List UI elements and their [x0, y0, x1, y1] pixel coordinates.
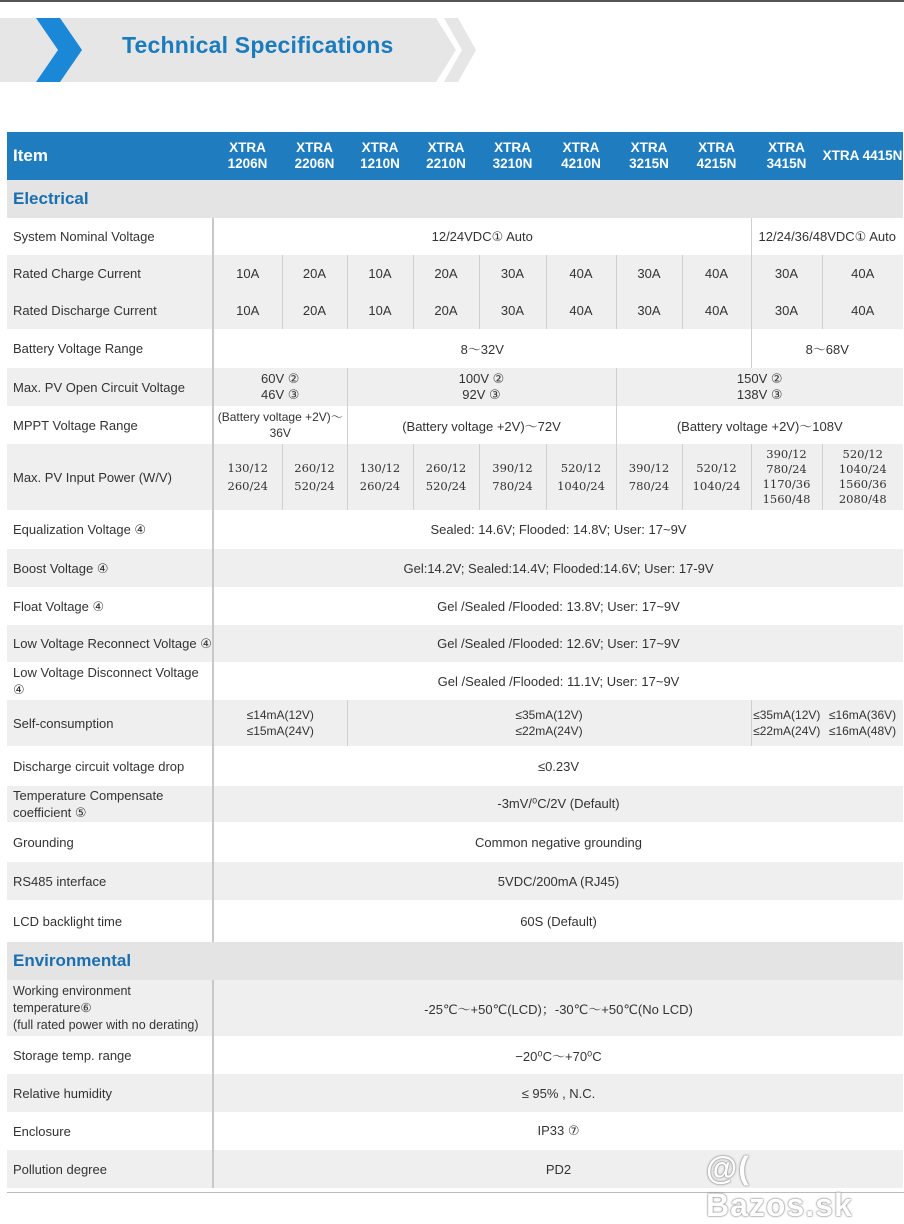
- table-row: [7, 368, 903, 406]
- row-label: Temperature Compensate coefficient ⑤: [7, 786, 213, 822]
- cell-value: ≤16mA(36V) ≤16mA(48V): [822, 700, 903, 746]
- row-label: LCD backlight time: [7, 900, 213, 942]
- table-row: [7, 329, 903, 368]
- cell-value: 8～32V: [213, 329, 751, 368]
- row-label: Relative humidity: [7, 1074, 213, 1112]
- row-label: Low Voltage Disconnect Voltage ④: [7, 662, 213, 700]
- row-label: Pollution degree: [7, 1150, 213, 1188]
- cell-value: 100V ② 92V ③: [347, 368, 616, 406]
- cell-value: Gel:14.2V; Sealed:14.4V; Flooded:14.6V; User: 17-9V: [213, 549, 903, 587]
- table-row: [7, 1036, 903, 1074]
- header-model: XTRA 4215N: [682, 132, 751, 180]
- header-item: Item: [7, 132, 213, 180]
- cell-value: 12/24VDC① Auto: [213, 218, 751, 255]
- header-model: XTRA 3215N: [616, 132, 682, 180]
- cell-value: 30A: [751, 292, 822, 329]
- cell-value: 30A: [616, 292, 682, 329]
- cell-value: 150V ② 138V ③: [616, 368, 903, 406]
- row-label: Max. PV Open Circuit Voltage: [7, 368, 213, 406]
- cell-value: Sealed: 14.6V; Flooded: 14.8V; User: 17~9V: [213, 510, 903, 549]
- header-model: XTRA 3210N: [479, 132, 546, 180]
- section-environmental: Environmental: [7, 942, 903, 980]
- cell-value: 520/12 1040/24 1560/36 2080/48: [822, 444, 903, 510]
- table-row: [7, 662, 903, 700]
- section-row: [7, 180, 903, 218]
- cell-value: 10A: [347, 255, 413, 292]
- row-label: Rated Charge Current: [7, 255, 213, 292]
- row-label: Grounding: [7, 822, 213, 862]
- row-label: Rated Discharge Current: [7, 292, 213, 329]
- cell-value: 40A: [682, 255, 751, 292]
- cell-value: 20A: [413, 255, 479, 292]
- cell-value: IP33 ⑦: [213, 1112, 903, 1150]
- cell-value: 12/24/36/48VDC① Auto: [751, 218, 903, 255]
- table-row: [7, 510, 903, 549]
- cell-value: 520/12 1040/24: [546, 444, 616, 510]
- row-label: Low Voltage Reconnect Voltage ④: [7, 625, 213, 662]
- cell-value: 390/12 780/24: [479, 444, 546, 510]
- table-row: [7, 746, 903, 786]
- row-label: RS485 interface: [7, 862, 213, 900]
- watermark-logo: @( Bazos.sk: [706, 1150, 853, 1223]
- cell-value: 40A: [546, 255, 616, 292]
- cell-value: 10A: [347, 292, 413, 329]
- cell-value: Gel /Sealed /Flooded: 12.6V; User: 17~9V: [213, 625, 903, 662]
- cell-value: ≤35mA(12V) ≤22mA(24V): [751, 700, 822, 746]
- cell-value: PD2: [213, 1150, 903, 1188]
- cell-value: (Battery voltage +2V)～36V: [213, 406, 347, 444]
- table-row: [7, 700, 903, 746]
- table-header-row: [7, 132, 903, 180]
- row-label: Boost Voltage ④: [7, 549, 213, 587]
- cell-value: 260/12 520/24: [282, 444, 347, 510]
- row-label: System Nominal Voltage: [7, 218, 213, 255]
- cell-value: 260/12 520/24: [413, 444, 479, 510]
- cell-value: (Battery voltage +2V)～108V: [616, 406, 903, 444]
- cell-value: ≤ 95% , N.C.: [213, 1074, 903, 1112]
- cell-value: −20⁰C～+70⁰C: [213, 1036, 903, 1074]
- cell-value: -3mV/⁰C/2V (Default): [213, 786, 903, 822]
- row-label: Float Voltage ④: [7, 587, 213, 625]
- cell-value: ≤0.23V: [213, 746, 903, 786]
- cell-value: 40A: [546, 292, 616, 329]
- cell-value: 130/12 260/24: [347, 444, 413, 510]
- section-electrical: Electrical: [7, 180, 903, 218]
- table-row: [7, 900, 903, 942]
- table-row: [7, 822, 903, 862]
- table-row: [7, 980, 903, 1036]
- table-row: [7, 444, 903, 510]
- row-label: Discharge circuit voltage drop: [7, 746, 213, 786]
- header-model: XTRA 1210N: [347, 132, 413, 180]
- cell-value: -25℃～+50℃(LCD)；-30℃～+50℃(No LCD): [213, 980, 903, 1036]
- table-row: [7, 1074, 903, 1112]
- header-model: XTRA 1206N: [213, 132, 282, 180]
- cell-value: Common negative grounding: [213, 822, 903, 862]
- cell-value: 40A: [822, 292, 903, 329]
- top-rule: [0, 0, 904, 2]
- cell-value: 390/12 780/24: [616, 444, 682, 510]
- table-row: [7, 292, 903, 329]
- cell-value: 40A: [682, 292, 751, 329]
- page-title: Technical Specifications: [122, 32, 394, 58]
- table-row: [7, 255, 903, 292]
- table-row: [7, 862, 903, 900]
- cell-value: 20A: [282, 292, 347, 329]
- cell-value: 130/12 260/24: [213, 444, 282, 510]
- row-label: Storage temp. range: [7, 1036, 213, 1074]
- table-row: [7, 218, 903, 255]
- header-model: XTRA 4415N: [822, 132, 903, 180]
- cell-value: 60S (Default): [213, 900, 903, 942]
- row-label: Working environment temperature⑥ (full rated power with no derating): [7, 980, 213, 1036]
- cell-value: 10A: [213, 255, 282, 292]
- header-model: XTRA 2206N: [282, 132, 347, 180]
- cell-value: 60V ② 46V ③: [213, 368, 347, 406]
- row-label: Equalization Voltage ④: [7, 510, 213, 549]
- cell-value: 5VDC/200mA (RJ45): [213, 862, 903, 900]
- cell-value: 40A: [822, 255, 903, 292]
- table-row: [7, 1112, 903, 1150]
- cell-value: Gel /Sealed /Flooded: 13.8V; User: 17~9V: [213, 587, 903, 625]
- cell-value: 20A: [413, 292, 479, 329]
- section-row: [7, 942, 903, 980]
- cell-value: 20A: [282, 255, 347, 292]
- cell-value: 8～68V: [751, 329, 903, 368]
- header-model: XTRA 2210N: [413, 132, 479, 180]
- row-label: Max. PV Input Power (W/V): [7, 444, 213, 510]
- cell-value: (Battery voltage +2V)～72V: [347, 406, 616, 444]
- cell-value: 390/12 780/24 1170/36 1560/48: [751, 444, 822, 510]
- table-row: [7, 625, 903, 662]
- row-label: Enclosure: [7, 1112, 213, 1150]
- row-label: Self-consumption: [7, 700, 213, 746]
- title-banner: [0, 18, 476, 82]
- header-model: XTRA 4210N: [546, 132, 616, 180]
- row-label: MPPT Voltage Range: [7, 406, 213, 444]
- cell-value: 10A: [213, 292, 282, 329]
- cell-value: 520/12 1040/24: [682, 444, 751, 510]
- table-row: [7, 549, 903, 587]
- cell-value: 30A: [751, 255, 822, 292]
- cell-value: 30A: [479, 255, 546, 292]
- header-model: XTRA 3415N: [751, 132, 822, 180]
- cell-value: ≤35mA(12V) ≤22mA(24V): [347, 700, 751, 746]
- cell-value: 30A: [616, 255, 682, 292]
- cell-value: ≤14mA(12V) ≤15mA(24V): [213, 700, 347, 746]
- table-row: [7, 406, 903, 444]
- table-row: [7, 587, 903, 625]
- cell-value: 30A: [479, 292, 546, 329]
- spec-table: [7, 132, 903, 1188]
- row-label: Battery Voltage Range: [7, 329, 213, 368]
- cell-value: Gel /Sealed /Flooded: 11.1V; User: 17~9V: [213, 662, 903, 700]
- table-row: [7, 786, 903, 822]
